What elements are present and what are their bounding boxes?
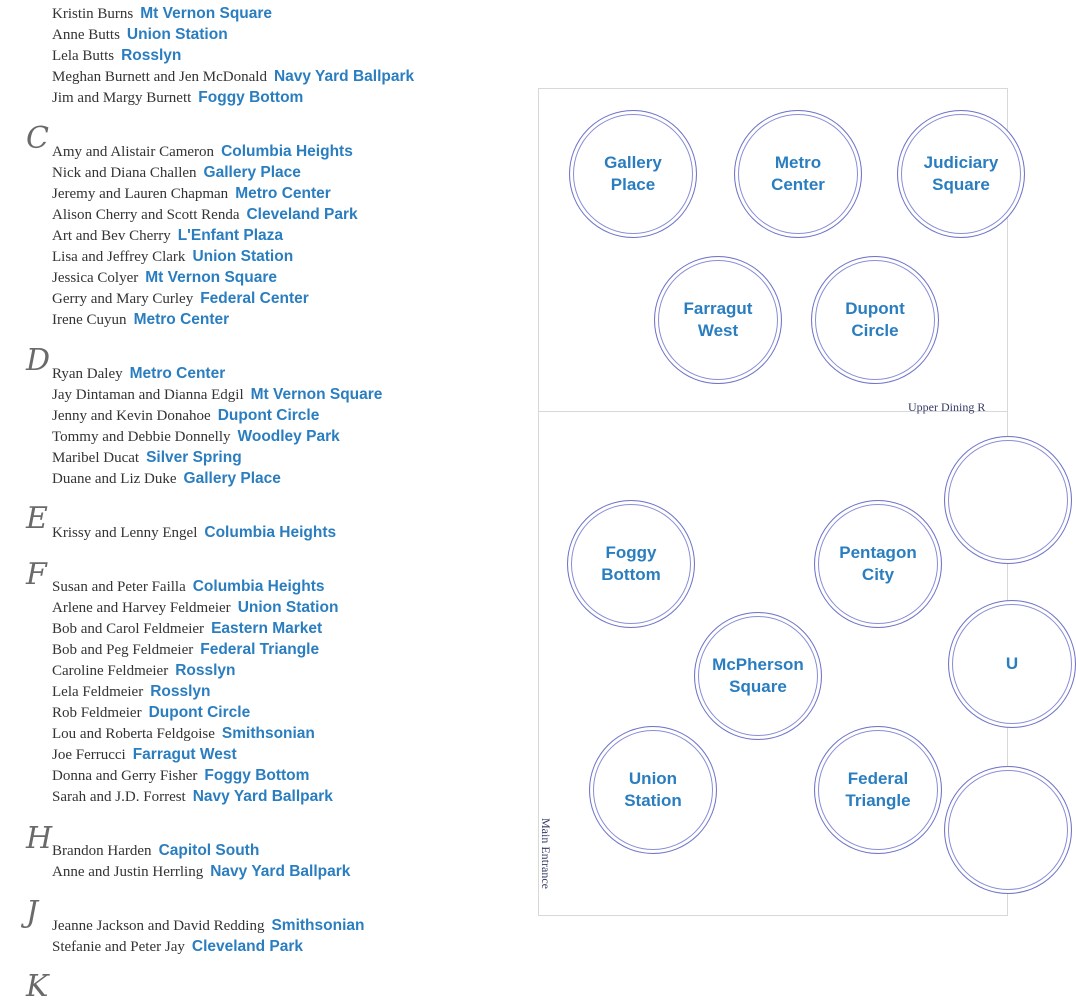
guest-name: Bob and Carol Feldmeier (52, 621, 205, 637)
table-assignment-link[interactable]: Rosslyn (175, 662, 236, 679)
guest-entry (52, 918, 364, 934)
table-name: McPherson Square (712, 655, 804, 696)
guest-entry (52, 165, 301, 181)
guest-entry (52, 663, 236, 679)
guest-entry (52, 471, 281, 487)
table-assignment-link[interactable]: Cleveland Park (246, 206, 358, 223)
section-letter-h: H (26, 821, 53, 856)
table-assignment-link[interactable]: Columbia Heights (192, 578, 325, 595)
guest-entry (52, 429, 340, 445)
guest-entry (52, 48, 181, 64)
guest-entry (52, 249, 293, 265)
guest-name: Lisa and Jeffrey Clark (52, 249, 186, 265)
guest-entry (52, 843, 259, 859)
table-name: Union Station (624, 769, 682, 810)
table-assignment-link[interactable]: Foggy Bottom (198, 89, 304, 106)
guest-entry (52, 747, 237, 763)
table-assignment-link[interactable]: Navy Yard Ballpark (273, 68, 415, 85)
table-assignment-link[interactable]: Capitol South (158, 842, 260, 859)
guest-name: Brandon Harden (52, 843, 152, 859)
table-assignment-link[interactable]: Rosslyn (150, 683, 211, 700)
table-assignment-link[interactable]: Eastern Market (211, 620, 323, 637)
table-name: Metro Center (771, 153, 825, 194)
section-letter-c: C (26, 121, 49, 156)
table-assignment-link[interactable]: Silver Spring (146, 449, 242, 466)
guest-name: Art and Bev Cherry (52, 228, 171, 244)
table-assignment-link[interactable]: Rosslyn (121, 47, 182, 64)
table-assignment-link[interactable]: Columbia Heights (204, 524, 337, 541)
guest-name: Susan and Peter Failla (52, 579, 186, 595)
table-gallery-place[interactable] (569, 110, 697, 238)
guest-entry (52, 27, 228, 43)
table-assignment-link[interactable]: Foggy Bottom (204, 767, 310, 784)
table-assignment-link[interactable]: Smithsonian (221, 725, 315, 742)
guest-entry (52, 228, 283, 244)
guest-name: Nick and Diana Challen (52, 165, 197, 181)
main-entrance-label: Main Entrance (539, 818, 553, 889)
table-assignment-link[interactable]: Navy Yard Ballpark (192, 788, 333, 805)
guest-name: Jim and Margy Burnett (52, 90, 192, 106)
guest-entry (52, 207, 358, 223)
guest-name: Ryan Daley (52, 366, 123, 382)
guest-entry (52, 579, 325, 595)
table-assignment-link[interactable]: Woodley Park (237, 428, 340, 445)
section-letter-e: E (26, 501, 48, 536)
guest-entry (52, 186, 331, 202)
table-name: Judiciary Square (923, 153, 999, 194)
table-name: Gallery Place (604, 153, 662, 194)
table-mcpherson-square[interactable] (694, 612, 822, 740)
table-name: U (1005, 654, 1019, 674)
guest-name: Sarah and J.D. Forrest (52, 789, 186, 805)
table-farragut-west[interactable] (654, 256, 782, 384)
guest-entry (52, 789, 333, 805)
guest-entry (52, 90, 303, 106)
guest-list (0, 0, 520, 1004)
table-assignment-link[interactable]: Smithsonian (271, 917, 365, 934)
table-assignment-link[interactable]: Dupont Circle (148, 704, 251, 721)
guest-name: Caroline Feldmeier (52, 663, 169, 679)
guest-name: Lela Butts (52, 48, 115, 64)
guest-entry (52, 525, 336, 541)
guest-name: Gerry and Mary Curley (52, 291, 194, 307)
table-federal-triangle[interactable] (814, 726, 942, 854)
guest-entry (52, 768, 309, 784)
guest-entry (52, 939, 303, 955)
table-name: Federal Triangle (845, 769, 911, 810)
table-assignment-link[interactable]: L'Enfant Plaza (177, 227, 284, 244)
table-assignment-link[interactable]: Metro Center (129, 365, 226, 382)
table-assignment-link[interactable]: Union Station (192, 248, 294, 265)
table-metro-center[interactable] (734, 110, 862, 238)
guest-name: Arlene and Harvey Feldmeier (52, 600, 231, 616)
guest-name: Irene Cuyun (52, 312, 127, 328)
guest-name: Stefanie and Peter Jay (52, 939, 185, 955)
table-u[interactable] (948, 600, 1076, 728)
guest-name: Jeremy and Lauren Chapman (52, 186, 229, 202)
guest-entry (52, 387, 382, 403)
guest-entry (52, 621, 322, 637)
table-name: Pentagon City (839, 543, 917, 584)
guest-name: Donna and Gerry Fisher (52, 768, 198, 784)
table-assignment-link[interactable]: Federal Center (200, 290, 309, 307)
guest-name: Krissy and Lenny Engel (52, 525, 198, 541)
guest-name: Jessica Colyer (52, 270, 139, 286)
guest-name: Jenny and Kevin Donahoe (52, 408, 211, 424)
guest-name: Maribel Ducat (52, 450, 140, 466)
guest-name: Lou and Roberta Feldgoise (52, 726, 215, 742)
guest-name: Meghan Burnett and Jen McDonald (52, 69, 267, 85)
guest-entry (52, 726, 315, 742)
seating-plan (538, 88, 1019, 916)
guest-entry (52, 291, 309, 307)
table-assignment-link[interactable]: Columbia Heights (221, 143, 353, 160)
guest-entry (52, 642, 319, 658)
table-assignment-link[interactable]: Gallery Place (203, 164, 301, 181)
guest-entry (52, 144, 353, 160)
guest-entry (52, 864, 350, 880)
guest-name: Jay Dintaman and Dianna Edgil (52, 387, 244, 403)
guest-name: Kristin Burns (52, 6, 134, 22)
table-name: Dupont Circle (845, 299, 905, 340)
guest-name: Tommy and Debbie Donnelly (52, 429, 231, 445)
guest-entry (52, 600, 338, 616)
table-assignment-link[interactable]: Mt Vernon Square (250, 386, 383, 403)
guest-entry (52, 450, 242, 466)
table-assignment-link[interactable]: Farragut West (132, 746, 237, 763)
table-dupont-circle[interactable] (811, 256, 939, 384)
table-assignment-link[interactable]: Gallery Place (183, 470, 281, 487)
section-letter-k: K (26, 969, 49, 1004)
guest-name: Anne and Justin Herrling (52, 864, 204, 880)
guest-name: Bob and Peg Feldmeier (52, 642, 194, 658)
guest-entry (52, 312, 229, 328)
table-partial-lower_tables-6[interactable] (944, 436, 1072, 564)
guest-name: Jeanne Jackson and David Redding (52, 918, 265, 934)
section-letter-d: D (26, 343, 51, 378)
table-assignment-link[interactable]: Metro Center (133, 311, 230, 328)
upper-dining-room-label: Upper Dining R (908, 400, 986, 414)
guest-name: Anne Butts (52, 27, 120, 43)
guest-name: Alison Cherry and Scott Renda (52, 207, 240, 223)
table-partial-lower_tables-7[interactable] (944, 766, 1072, 894)
guest-name: Rob Feldmeier (52, 705, 142, 721)
table-assignment-link[interactable]: Mt Vernon Square (140, 5, 273, 22)
guest-entry (52, 69, 414, 85)
table-judiciary-square[interactable] (897, 110, 1025, 238)
table-name: Foggy Bottom (601, 543, 661, 584)
section-letter-j: J (26, 895, 39, 930)
guest-entry (52, 705, 250, 721)
guest-entry (52, 270, 277, 286)
table-union-station[interactable] (589, 726, 717, 854)
guest-name: Amy and Alistair Cameron (52, 144, 215, 160)
guest-entry (52, 684, 211, 700)
section-letter-f: F (26, 557, 47, 592)
table-assignment-link[interactable]: Union Station (237, 599, 339, 616)
guest-entry (52, 366, 225, 382)
guest-name: Lela Feldmeier (52, 684, 144, 700)
table-foggy-bottom[interactable] (567, 500, 695, 628)
table-assignment-link[interactable]: Dupont Circle (217, 407, 320, 424)
table-assignment-link[interactable]: Navy Yard Ballpark (210, 863, 351, 880)
table-assignment-link[interactable]: Metro Center (235, 185, 331, 202)
guest-entry (52, 408, 319, 424)
table-assignment-link[interactable]: Union Station (126, 26, 228, 43)
guest-entry (52, 6, 272, 22)
guest-name: Duane and Liz Duke (52, 471, 177, 487)
table-name: Farragut West (683, 299, 753, 340)
guest-name: Joe Ferrucci (52, 747, 126, 763)
table-assignment-link[interactable]: Mt Vernon Square (145, 269, 278, 286)
table-assignment-link[interactable]: Cleveland Park (191, 938, 304, 955)
table-assignment-link[interactable]: Federal Triangle (200, 641, 320, 658)
table-pentagon-city[interactable] (814, 500, 942, 628)
